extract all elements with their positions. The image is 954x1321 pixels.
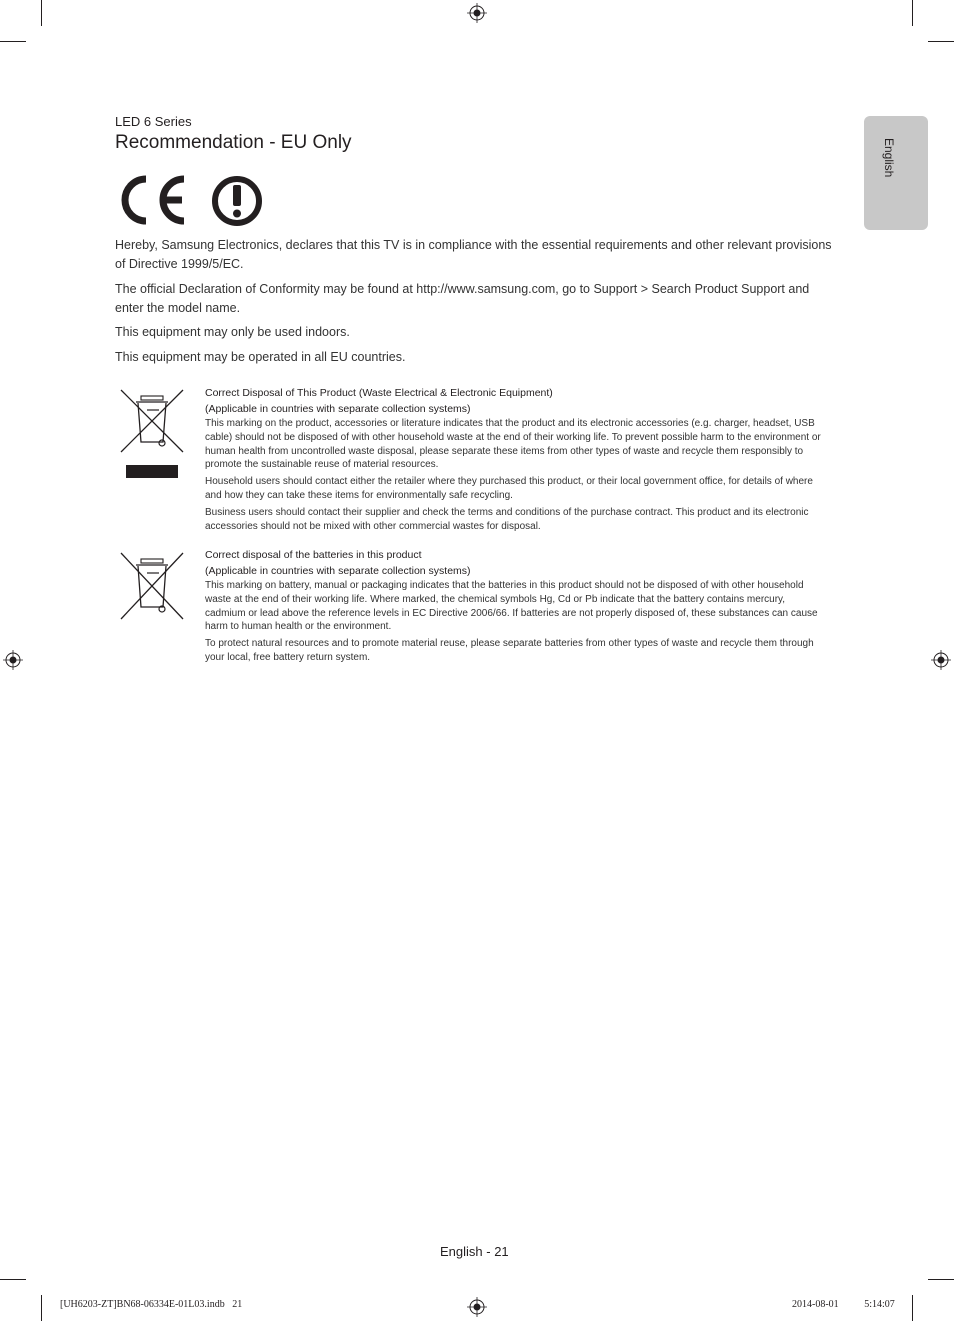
page-number: English - 21 <box>440 1244 509 1259</box>
language-tab <box>864 116 928 230</box>
crop-mark <box>41 0 42 26</box>
file-slug: [UH6203-ZT]BN68-06334E-01L03.indb 21 <box>60 1299 243 1310</box>
series-label: LED 6 Series <box>115 114 192 129</box>
registration-mark-icon <box>467 3 487 23</box>
timestamp-slug: 2014-08-01 ￿￿ 5:14:07 <box>792 1299 895 1310</box>
battery-bin-icon <box>118 551 188 623</box>
alert-class2-icon <box>210 174 264 228</box>
weee-paragraph: This marking on the product, accessories or literature indicates that the product and its electronic accessories (e.g. charger, headset, USB cable) should not be disposed of with other household waste at the end of their working life. To prevent possible harm to the environment or human health from uncontrolled waste disposal, please separate these items from other types of waste and recycle them responsibly to promote the sustainable reuse of material resources. <box>205 418 821 471</box>
batteries-heading: Correct disposal of the batteries in this product <box>205 549 422 561</box>
registration-mark-icon <box>931 650 951 670</box>
page-title: Recommendation - EU Only <box>115 132 352 153</box>
batteries-subheading: (Applicable in countries with separate collection systems) <box>205 565 471 577</box>
doc-paragraph: The official Declaration of Conformity may be found at http://www.samsung.com, go to Support > Search Product Support and enter the model name. <box>115 282 810 315</box>
batteries-section <box>205 547 827 668</box>
crop-mark <box>928 1279 954 1280</box>
crop-mark <box>41 1295 42 1321</box>
language-tab-label: English <box>882 138 896 178</box>
ce-mark-icon <box>114 174 188 226</box>
registration-mark-icon <box>3 650 23 670</box>
crop-mark <box>0 1279 26 1280</box>
crop-mark <box>912 0 913 26</box>
batteries-paragraph: To protect natural resources and to promote material reuse, please separate batteries from other types of waste and recycle them through your local, free battery return system. <box>205 638 814 663</box>
weee-subheading: (Applicable in countries with separate collection systems) <box>205 403 471 415</box>
weee-bin-icon <box>118 388 188 480</box>
weee-heading: Correct Disposal of This Product (Waste Electrical & Electronic Equipment) <box>205 387 553 399</box>
weee-paragraph: Household users should contact either the retailer where they purchased this product, or their local government office, for details of where and how they can take these items for environmentally safe recycling. <box>205 476 813 501</box>
weee-section <box>205 385 827 536</box>
weee-paragraph: Business users should contact their supplier and check the terms and conditions of the purchase contract. This product and its electronic accessories should not be mixed with other commercial wastes for disposal. <box>205 506 809 532</box>
batteries-paragraph: This marking on battery, manual or packaging indicates that the batteries in this product should not be disposed of with other household waste at the end of their working life. Where marked, the chemical symbols Hg, Cd or Pb indicate that the battery contains mercury, cadmium or lead above the reference levels in EC Directive 2006/66. If batteries are not properly disposed of, these substances can cause harm to human health or the environment. <box>205 580 818 633</box>
crop-mark <box>0 41 26 42</box>
indoor-paragraph: This equipment may only be used indoors. <box>115 325 350 339</box>
eu-paragraph: This equipment may be operated in all EU countries. <box>115 350 406 364</box>
crop-mark <box>912 1295 913 1321</box>
declaration-paragraph: Hereby, Samsung Electronics, declares that this TV is in compliance with the essential requirements and other relevant provisions of Directive 1999/5/EC. <box>115 238 832 271</box>
registration-mark-icon <box>467 1297 487 1317</box>
crop-mark <box>928 41 954 42</box>
